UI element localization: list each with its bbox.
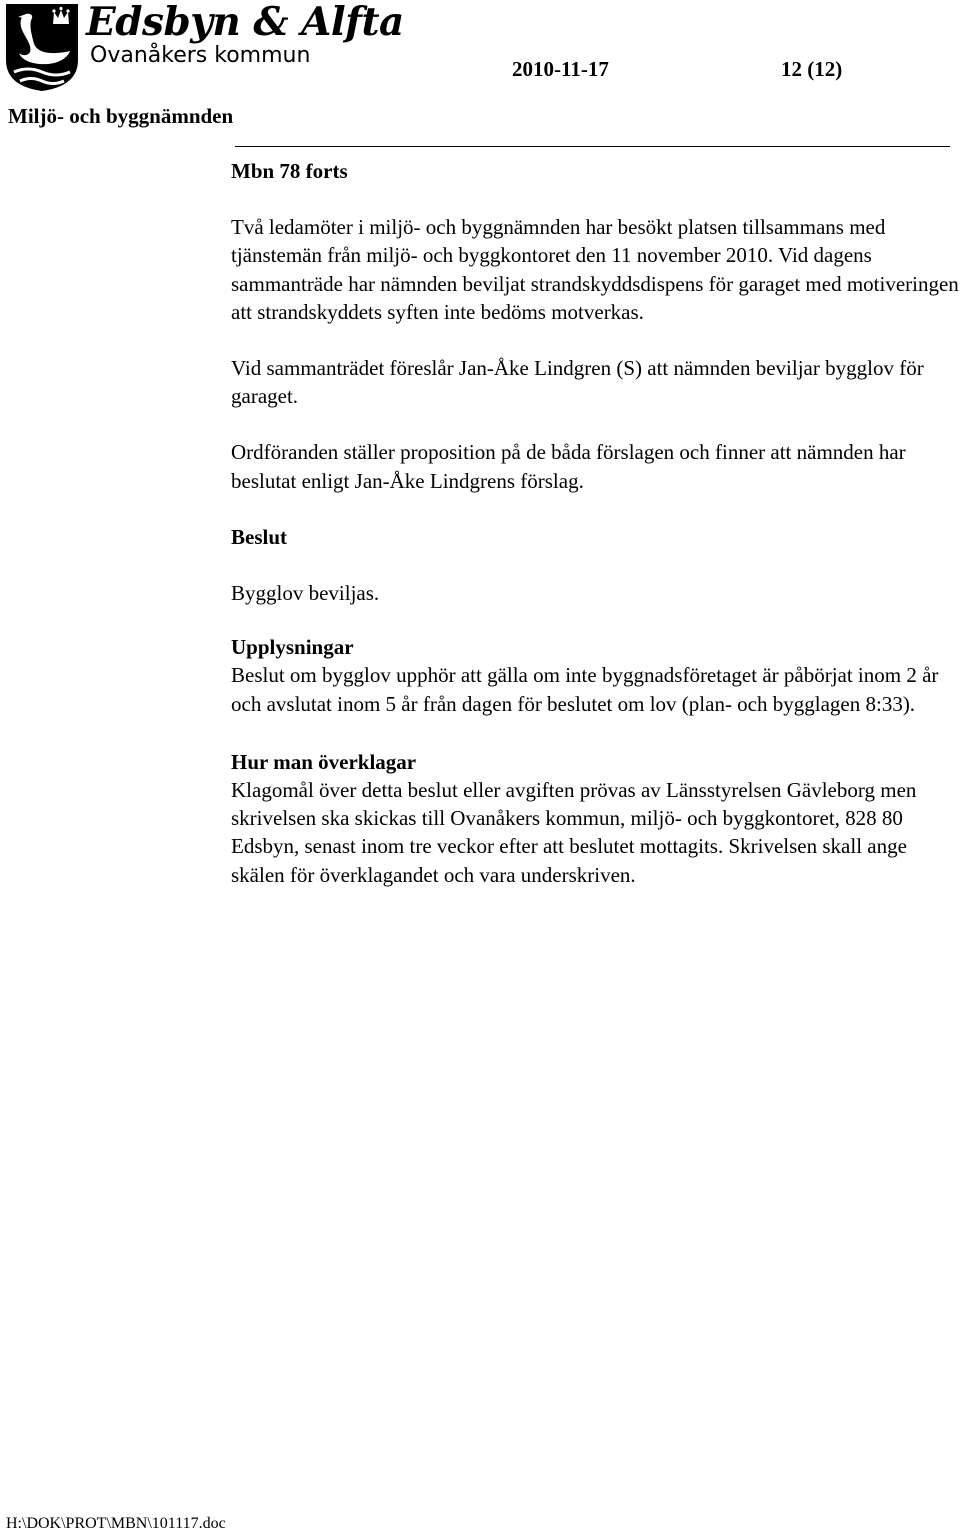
decision-heading: Beslut [231, 524, 288, 549]
document-body [231, 157, 959, 889]
section-title: Mbn 78 forts [231, 159, 348, 183]
info-heading: Upplysningar [231, 635, 354, 660]
paragraph: Vid sammanträdet föreslår Jan-Åke Lindgren (S) att nämnden beviljar bygglov för garaget. [231, 356, 924, 409]
municipality-logo [4, 2, 80, 92]
appeal-heading: Hur man överklagar [231, 749, 417, 774]
document-date: 2010-11-17 [512, 57, 609, 81]
page-number: 12 (12) [781, 57, 843, 81]
appeal-text: Klagomål över detta beslut eller avgiften prövas av Länsstyrelsen Gävleborg men skrivelsen ska skickas till Ovanåkers kommun, miljö- och byggkontoret, 828 80 Edsbyn, senast inom tre veckor efter att beslutet mottagits. Skrivelsen skall ange skälen för överklagandet och vara underskriven. [231, 778, 917, 887]
decision-text: Bygglov beviljas. [231, 581, 380, 606]
paragraph: Ordföranden ställer proposition på de båda förslagen och finner att nämnden har beslutat enligt Jan-Åke Lindgrens förslag. [231, 440, 906, 493]
file-path: H:\DOK\PROT\MBN\101117.doc [6, 1515, 226, 1532]
info-text: Beslut om bygglov upphör att gälla om inte byggnadsföretaget är påbörjat inom 2 år och avslutat inom 5 år från dagen för beslutet om lov (plan- och bygglagen 8:33). [231, 663, 939, 716]
board-name: Miljö- och byggnämnden [8, 104, 234, 128]
brand-subtitle: Ovanåkers kommun [90, 43, 311, 68]
header-divider [235, 146, 950, 147]
paragraph: Två ledamöter i miljö- och byggnämnden har besökt platsen tillsammans med tjänstemän från miljö- och byggkontoret den 11 november 2010. Vid dagens sammanträde har nämnden beviljat strandskyddsdispens för garaget med motiveringen att strandskyddets syften inte bedöms motverkas. [231, 215, 959, 324]
brand-name: Edsbyn & Alfta [86, 0, 404, 45]
